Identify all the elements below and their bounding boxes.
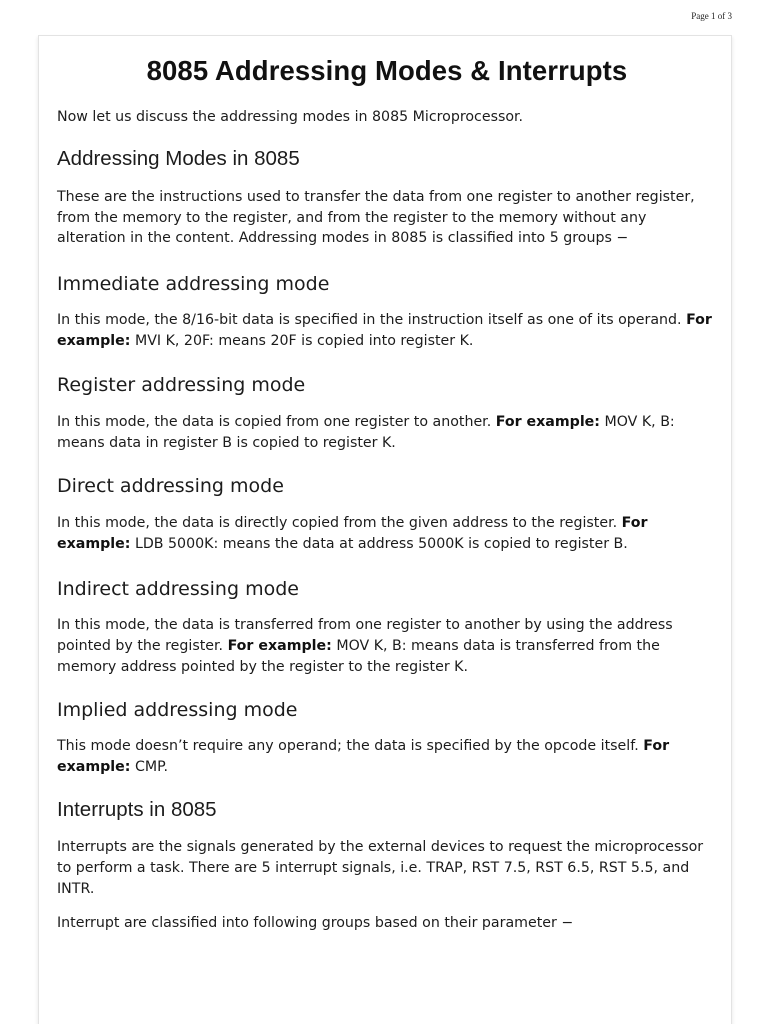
interrupts-heading: Interrupts in 8085 <box>57 797 217 821</box>
register-mode-paragraph <box>57 412 717 454</box>
intro-paragraph: Now let us discuss the addressing modes in 8085 Microprocessor. <box>57 109 524 125</box>
interrupts-paragraph: Interrupts are the signals generated by the external devices to request the microprocessor to perform a task. There are 5 interrupt signals, i.e. TRAP, RST 7.5, RST 6.5, RST 5.5, and INTR. <box>57 838 704 897</box>
immediate-mode-paragraph <box>57 310 717 352</box>
immediate-mode-heading: Immediate addressing mode <box>57 273 330 296</box>
direct-mode-text: In this mode, the data is directly copied from the given address to the register. <box>57 515 622 532</box>
implied-example-text: CMP. <box>130 759 168 776</box>
direct-mode-heading: Direct addressing mode <box>57 475 284 498</box>
implied-example-label: For example: <box>57 738 670 776</box>
document-content <box>57 36 717 934</box>
addressing-modes-paragraph: These are the instructions used to transfer the data from one register to another register, from the memory to the register, and from the register to the memory without any alteration in the content. Addressing modes in 8085 is classified into 5 groups − <box>57 188 695 247</box>
implied-mode-heading: Implied addressing mode <box>57 699 298 722</box>
indirect-example-label: For example: <box>227 637 332 654</box>
direct-mode-paragraph <box>57 513 717 555</box>
interrupts-classification-paragraph: Interrupt are classified into following groups based on their parameter − <box>57 915 574 932</box>
page-indicator: Page 1 of 3 <box>691 11 732 21</box>
immediate-example-label: For example: <box>57 312 712 349</box>
implied-mode-paragraph <box>57 736 717 778</box>
indirect-mode-paragraph <box>57 615 717 677</box>
direct-example-text: LDB 5000K: means the data at address 5000K is copied to register B. <box>130 536 628 553</box>
immediate-example-text: MVI K, 20F: means 20F is copied into register K. <box>130 332 474 349</box>
register-example-label: For example: <box>495 413 600 430</box>
register-mode-text: In this mode, the data is copied from one register to another. <box>57 413 496 430</box>
addressing-modes-heading: Addressing Modes in 8085 <box>57 146 300 170</box>
register-mode-heading: Register addressing mode <box>57 373 306 396</box>
register-example-text: MOV K, B: means data in register B is copied to register K. <box>57 413 675 451</box>
indirect-example-text: MOV K, B: means data is transferred from the memory address pointed by the register to the register K. <box>57 637 660 675</box>
document-page <box>38 35 732 1024</box>
page-title: 8085 Addressing Modes & Interrupts <box>146 55 628 86</box>
implied-mode-text: This mode doesn’t require any operand; the data is specified by the opcode itself. <box>57 738 644 755</box>
immediate-mode-text: In this mode, the 8/16-bit data is specified in the instruction itself as one of its operand. <box>57 312 687 329</box>
indirect-mode-heading: Indirect addressing mode <box>57 577 299 600</box>
indirect-mode-text: In this mode, the data is transferred from one register to another by using the address pointed by the register. <box>57 616 673 654</box>
direct-example-label: For example: <box>57 515 648 553</box>
